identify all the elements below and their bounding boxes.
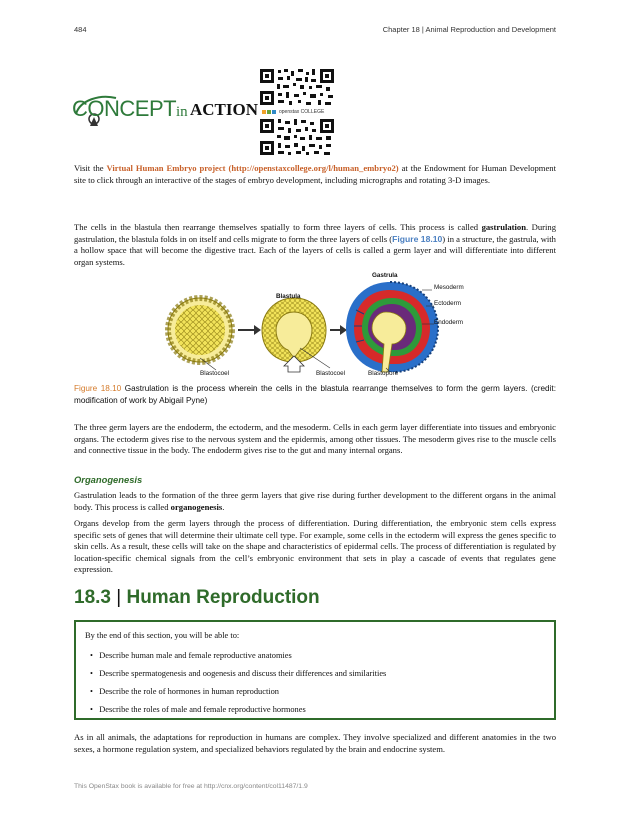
qr-caption: openstax COLLEGE [279, 109, 325, 115]
bullet-icon: • [90, 687, 93, 696]
visit-rest-text: at the Endowment for Human Development site to click through an interactive of the stages of embryo development, including micrographs and rotating 3-D images. [74, 163, 556, 185]
arrow-right-icon [238, 325, 261, 335]
gastrulation-paragraph [74, 222, 556, 268]
figure-caption-text: Gastrulation is the process wherein the cells in the blastula rearrange themselves to form the germ layers. (credit: modification of work by Abigail Pyne) [74, 384, 556, 405]
organogenesis-heading: Organogenesis [74, 474, 143, 485]
germ-layers-paragraph: The three germ layers are the endoderm, the ectoderm, and the mesoderm. Cells in each germ layer differentiate into tissues and embryonic organs. The ectoderm gives rise to the nervous system and the epidermis, among other tissues. The mesoderm gives rise to the muscle cells and connective tissue in the body. The endoderm gives rise to the gut and many internal organs. [74, 422, 556, 456]
running-header: Chapter 18 | Animal Reproduction and Development [382, 25, 556, 34]
objective-text: Describe the roles of male and female reproductive hormones [99, 705, 306, 714]
label-ectoderm: Ectoderm [434, 300, 461, 307]
visit-text: Visit the [74, 163, 104, 173]
page-footer: This OpenStax book is available for free at http://cnx.org/content/col11487/1.9 [74, 783, 308, 790]
bullet-icon: • [90, 651, 93, 660]
label-gastrula: Gastrula [372, 272, 398, 279]
concept-in-action-text [74, 163, 556, 186]
label-blastocoel-1: Blastocoel [200, 370, 230, 377]
label-blastocoel-2: Blastocoel [316, 370, 346, 377]
objective-item [90, 687, 279, 696]
para1-text-e: ) in a structure, the gastrula, with a hollow space that will become the digestive tract. Each of the layers of cells is called a germ layer and will differentiate into different organ systems. [74, 233, 556, 267]
section-number: 18.3 [74, 587, 111, 608]
objective-item [90, 651, 292, 660]
learning-objectives-box [74, 620, 556, 720]
objective-text: Describe the role of hormones in human reproduction [99, 687, 279, 696]
objective-text: Describe human male and female reproductive anatomies [99, 651, 292, 660]
para1-text-a: The cells in the blastula then rearrange themselves spatially to form three layers of cells. This process is called [74, 222, 479, 232]
figure-18-10-link[interactable]: Figure 18.10 [392, 233, 443, 244]
gastrulation-figure [160, 268, 480, 380]
gastrula [346, 282, 438, 372]
label-blastopore: Blastopore [368, 370, 399, 377]
objective-text: Describe spermatogenesis and oogenesis and discuss their differences and similarities [99, 669, 387, 678]
qr-code-block[interactable] [258, 67, 336, 157]
organogenesis-paragraph-1 [74, 490, 556, 513]
bullet-icon: • [90, 705, 93, 714]
figure-caption-label: Figure 18.10 [74, 384, 122, 393]
objective-item [90, 705, 306, 714]
section-heading [74, 587, 320, 609]
logo-action-text: ACTION [190, 100, 259, 119]
label-endoderm: Endoderm [434, 319, 464, 326]
virtual-human-embryo-link[interactable]: Virtual Human Embryo project (http://openstaxcollege.org/l/human_embryo2) [106, 163, 399, 173]
term-gastrulation: gastrulation [481, 222, 526, 232]
label-blastula: Blastula [276, 293, 301, 300]
arrow-right-icon [330, 325, 347, 335]
organogenesis-p1-text: Gastrulation leads to the formation of the three germ layers that give rise during further development to the different organs in the animal body. This process is called [74, 490, 556, 512]
figure-caption [74, 383, 556, 406]
concept-in-action-logo [70, 86, 259, 134]
label-mesoderm: Mesoderm [434, 284, 464, 291]
section-separator: | [116, 587, 122, 608]
organogenesis-p1-end: . [222, 501, 225, 512]
page-number: 484 [74, 25, 87, 34]
term-organogenesis: organogenesis [170, 501, 223, 512]
objective-item [90, 669, 386, 678]
logo-in-text: in [176, 104, 188, 120]
logo-concept-text: CONCEPT [72, 96, 177, 121]
blastula-stage-2 [262, 298, 326, 362]
organogenesis-paragraph-2: Organs develop from the germ layers through the process of differentiation. During differentiation, the embryonic stem cells express specific sets of genes that will determine their ultimate cell type. For example, some cells in the ectoderm will express the genes specific to skin cells. As a result, these cells will take on the shape and characteristics of epidermal cells. The process of differentiation is regulated by location-specific chemical signals from the cell’s embryonic environment that sets in play a cascade of events that regulates gene expression. [74, 518, 556, 575]
bullet-icon: • [90, 669, 93, 678]
para1-text-c: . During gastrulation, the blastula folds in on itself and cells migrate to form the three layers of cells ( [74, 222, 556, 244]
human-reproduction-intro-paragraph: As in all animals, the adaptations for reproduction in humans are complex. They involve specialized and different anatomies in the two sexes, a hormone regulation system, and specialized behaviors regulated by the brain and endocrine system. [74, 732, 556, 754]
objectives-intro: By the end of this section, you will be able to: [85, 631, 240, 640]
blastula-stage-1 [168, 298, 232, 362]
section-title: Human Reproduction [126, 587, 320, 608]
gastrulation-diagram [160, 268, 480, 380]
